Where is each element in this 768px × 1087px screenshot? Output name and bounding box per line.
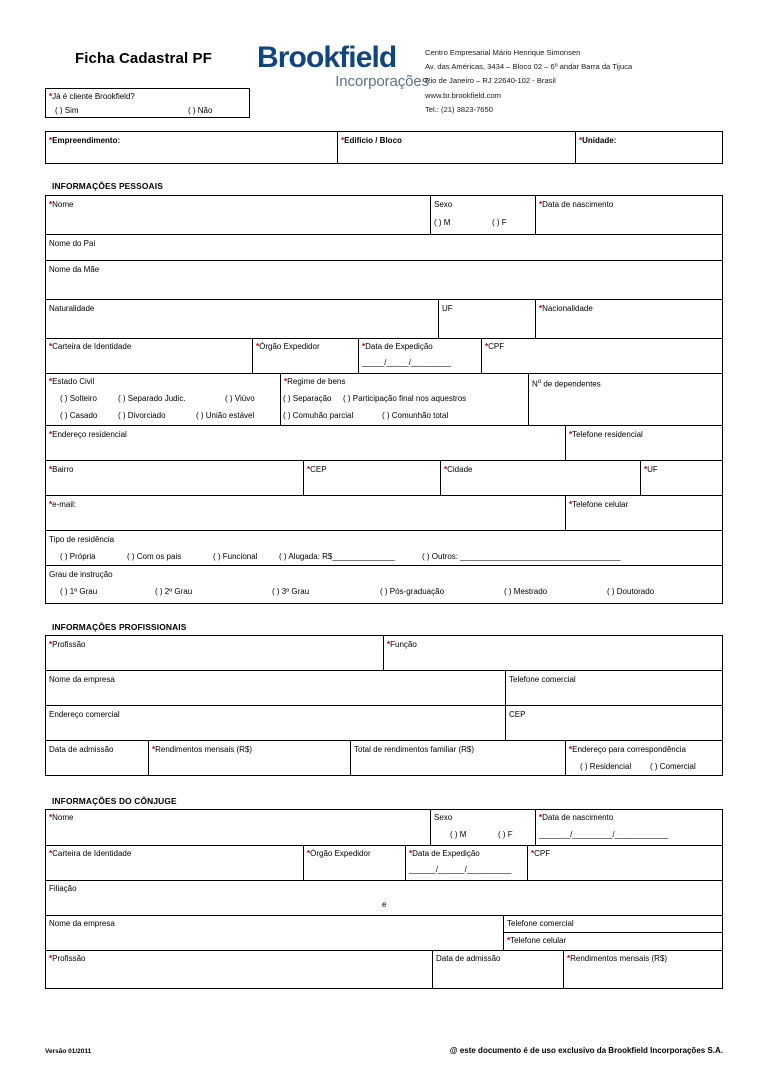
required-asterisk: *	[307, 849, 311, 858]
footer-notice: @ este documento é de uso exclusivo da Brookfield Incorporações S.A.	[449, 1046, 723, 1055]
spouse-divider-dataexp-cpf	[527, 845, 528, 880]
tipo-residencia-option-funcional[interactable]: ( ) Funcional	[213, 552, 258, 561]
personal-row-sep-2	[45, 260, 723, 261]
tipo-residencia-option-alugada[interactable]: ( ) Alugada: R$______________	[279, 552, 395, 561]
required-asterisk: *	[569, 430, 573, 439]
professional-divider-end-cep	[505, 705, 506, 740]
address-line-3: Rio de Janeiro – RJ 22640-102 - Brasil	[425, 76, 556, 86]
spouse-field-label-nome: *Nome	[49, 813, 74, 822]
required-asterisk: *	[567, 954, 571, 963]
spouse-field-label-sexo: Sexo	[434, 813, 453, 822]
property-divider-2	[575, 131, 576, 164]
required-asterisk: *	[569, 745, 573, 754]
field-label-rendimentos-mensais: *Rendimentos mensais (R$)	[152, 745, 253, 754]
spouse-field-label-profissao: *Profissão	[49, 954, 86, 963]
personal-divider-natur-uf	[438, 299, 439, 338]
grau-instrucao-option-mestrado[interactable]: ( ) Mestrado	[504, 587, 548, 596]
personal-divider-cidade-uf	[640, 460, 641, 495]
required-asterisk: *	[49, 954, 53, 963]
section-heading-spouse: INFORMAÇÕES DO CÔNJUGE	[52, 796, 177, 806]
sexo-female-option[interactable]: ( ) F	[492, 218, 507, 227]
required-asterisk: *	[387, 640, 391, 649]
tipo-residencia-option-outros[interactable]: ( ) Outros: ____________________________________	[422, 552, 621, 561]
estado-civil-option-uniao-estavel[interactable]: ( ) União estável	[196, 411, 255, 420]
field-label-grau-instrucao: Grau de instrução	[49, 570, 113, 579]
spouse-divider-adm-rend	[563, 950, 564, 989]
already-client-no-option[interactable]: ( ) Não	[188, 106, 213, 115]
grau-instrucao-option-1-grau[interactable]: ( ) 1º Grau	[60, 587, 98, 596]
estado-civil-option-casado[interactable]: ( ) Casado	[60, 411, 98, 420]
already-client-yes-option[interactable]: ( ) Sim	[55, 106, 79, 115]
required-asterisk: *	[49, 813, 53, 822]
spouse-filiacao-conjunction: e	[382, 900, 387, 909]
logo-wordmark: Brookfield	[257, 41, 397, 74]
personal-row-sep-5	[45, 373, 723, 374]
required-asterisk: *	[644, 465, 648, 474]
personal-row-sep-6	[45, 425, 723, 426]
estado-civil-option-divorciado[interactable]: ( ) Divorciado	[118, 411, 166, 420]
field-label-nome: *Nome	[49, 200, 74, 209]
personal-row-sep-8	[45, 495, 723, 496]
field-label-empreendimento: *Empreendimento:	[49, 136, 121, 145]
spouse-field-label-data-nascimento: *Data de nascimento	[539, 813, 614, 822]
spouse-field-label-telefone-comercial: Telefone comercial	[507, 919, 574, 928]
field-label-telefone-comercial: Telefone comercial	[509, 675, 576, 684]
spouse-field-label-data-expedicao: *Data de Expedição	[409, 849, 480, 858]
data-expedicao-blank[interactable]: _____/_____/_________	[362, 358, 451, 367]
estado-civil-option-viuvo[interactable]: ( ) Viúvo	[225, 394, 255, 403]
personal-divider-uf-nac	[535, 299, 536, 338]
personal-divider-end-tel	[565, 425, 566, 460]
required-asterisk: *	[49, 200, 53, 209]
professional-divider-prof-func	[383, 635, 384, 670]
required-asterisk: *	[307, 465, 311, 474]
address-line-1: Centro Empresarial Mário Henrique Simonsen	[425, 48, 581, 57]
estado-civil-option-solteiro[interactable]: ( ) Solteiro	[60, 394, 97, 403]
regime-bens-option-separacao[interactable]: ( ) Separação	[283, 394, 332, 403]
grau-instrucao-option-2-grau[interactable]: ( ) 2º Grau	[155, 587, 193, 596]
field-label-uf-naturalidade: UF	[442, 304, 453, 313]
spouse-field-label-nome-empresa: Nome da empresa	[49, 919, 115, 928]
personal-divider-regime-dep	[528, 373, 529, 425]
property-divider-1	[337, 131, 338, 164]
personal-divider-email-cel	[565, 495, 566, 530]
regime-bens-option-participacao-final[interactable]: ( ) Participação final nos aquestros	[343, 394, 467, 403]
required-asterisk: *	[284, 377, 288, 386]
spouse-divider-nome-sexo	[430, 809, 431, 845]
field-label-tipo-residencia: Tipo de residência	[49, 535, 115, 544]
field-label-endereco-correspondencia: *Endereço para correspondência	[569, 745, 686, 754]
spouse-row-sep-2	[45, 880, 723, 881]
professional-row-sep-3	[45, 740, 723, 741]
grau-instrucao-option-pos-graduacao[interactable]: ( ) Pós-graduação	[380, 587, 445, 596]
required-asterisk: *	[49, 849, 53, 858]
spouse-data-expedicao-blank[interactable]: ______/______/__________	[409, 865, 512, 874]
spouse-field-label-carteira-identidade: *Carteira de Identidade	[49, 849, 132, 858]
required-asterisk: *	[341, 136, 345, 145]
tipo-residencia-option-com-os-pais[interactable]: ( ) Com os pais	[127, 552, 182, 561]
personal-divider-bairro-cep	[303, 460, 304, 495]
spouse-field-label-telefone-celular: *Telefone celular	[507, 936, 567, 945]
field-label-sexo: Sexo	[434, 200, 453, 209]
field-label-profissao: *Profissão	[49, 640, 86, 649]
section-heading-personal: INFORMAÇÕES PESSOAIS	[52, 181, 163, 191]
personal-row-sep-1	[45, 234, 723, 235]
field-label-cep-comercial: CEP	[509, 710, 526, 719]
personal-row-sep-7	[45, 460, 723, 461]
field-label-nome-empresa: Nome da empresa	[49, 675, 115, 684]
spouse-field-label-cpf: *CPF	[531, 849, 551, 858]
field-label-telefone-celular: *Telefone celular	[569, 500, 629, 509]
personal-row-sep-10	[45, 565, 723, 566]
field-label-email: *e-mail:	[49, 500, 77, 509]
personal-row-sep-3	[45, 299, 723, 300]
required-asterisk: *	[49, 430, 53, 439]
spouse-divider-telcom-telcel	[503, 932, 723, 933]
field-label-cpf: *CPF	[485, 342, 505, 351]
required-asterisk: *	[579, 136, 583, 145]
field-label-total-rendimentos-familiar: Total de rendimentos familiar (R$)	[354, 745, 475, 754]
field-label-data-nascimento: *Data de nascimento	[539, 200, 614, 209]
required-asterisk: *	[152, 745, 156, 754]
field-label-endereco-residencial: *Endereço residencial	[49, 430, 127, 439]
professional-row-sep-2	[45, 705, 723, 706]
required-asterisk: *	[49, 640, 53, 649]
field-label-num-dependentes: $N^o$ de dependentes	[532, 379, 601, 389]
required-asterisk: *	[49, 342, 53, 351]
address-phone: Tel.: (21) 3823-7650	[425, 104, 493, 114]
footer-version: Versão 01/2011	[45, 1048, 92, 1055]
tipo-residencia-option-propria[interactable]: ( ) Própria	[60, 552, 96, 561]
field-label-edificio-bloco: *Edifício / Bloco	[341, 136, 402, 145]
spouse-divider-ci-orgao	[303, 845, 304, 880]
correspondencia-option-comercial[interactable]: ( ) Comercial	[650, 762, 696, 771]
professional-divider-total-corresp	[565, 740, 566, 776]
professional-divider-emp-tel	[505, 670, 506, 705]
already-client-question: *Já é cliente Brookfield?	[49, 92, 135, 101]
field-label-nacionalidade: *Nacionalidade	[539, 304, 593, 313]
required-asterisk: *	[485, 342, 489, 351]
required-asterisk: *	[256, 342, 260, 351]
field-label-data-expedicao: *Data de Expedição	[362, 342, 433, 351]
spouse-row-sep-3	[45, 915, 723, 916]
required-asterisk: *	[49, 136, 53, 145]
required-asterisk: *	[49, 377, 53, 386]
required-asterisk: *	[569, 500, 573, 509]
required-asterisk: *	[49, 500, 53, 509]
field-label-nome-pai: Nome do Pai	[49, 239, 96, 248]
personal-row-sep-9	[45, 530, 723, 531]
required-asterisk: *	[409, 849, 413, 858]
field-label-data-admissao: Data de admissão	[49, 745, 114, 754]
spouse-divider-sexo-nasc	[535, 809, 536, 845]
personal-divider-dataexp-cpf	[481, 338, 482, 373]
spouse-field-label-orgao-expedidor: *Órgão Expedidor	[307, 849, 371, 858]
regime-bens-option-comunhao-total[interactable]: ( ) Comunhão total	[382, 411, 449, 420]
spouse-row-sep-1	[45, 845, 723, 846]
required-asterisk: *	[49, 465, 53, 474]
spouse-divider-orgao-dataexp	[405, 845, 406, 880]
estado-civil-option-separado-judic[interactable]: ( ) Separado Judic.	[118, 394, 186, 403]
field-label-naturalidade: Naturalidade	[49, 304, 95, 313]
field-label-nome-mae: Nome da Mãe	[49, 265, 100, 274]
address-website: www.br.brookfield.com	[425, 90, 501, 100]
professional-divider-rend-total	[350, 740, 351, 776]
required-asterisk: *	[539, 200, 543, 209]
required-asterisk: *	[507, 936, 511, 945]
required-asterisk: *	[539, 304, 543, 313]
field-label-carteira-identidade: *Carteira de Identidade	[49, 342, 132, 351]
personal-divider-sexo-nasc	[535, 195, 536, 234]
field-label-orgao-expedidor: *Órgão Expedidor	[256, 342, 320, 351]
professional-row-sep-1	[45, 670, 723, 671]
address-line-2: Av. das Américas, 3434 – Bloco 02 – 6º andar Barra da Tijuca	[425, 62, 633, 72]
professional-divider-adm-rend	[148, 740, 149, 776]
personal-divider-ci-orgao	[252, 338, 253, 373]
field-label-uf-cidade: *UF	[644, 465, 658, 474]
spouse-sexo-female-option[interactable]: ( ) F	[498, 830, 513, 839]
grau-instrucao-option-doutorado[interactable]: ( ) Doutorado	[607, 587, 655, 596]
required-asterisk: *	[49, 92, 53, 101]
spouse-data-nascimento-blank[interactable]: _______/_________/____________	[539, 830, 669, 839]
personal-divider-orgao-dataexp	[358, 338, 359, 373]
personal-divider-cep-cidade	[440, 460, 441, 495]
regime-bens-option-comunhao-parcial[interactable]: ( ) Comuhão parcial	[283, 411, 354, 420]
grau-instrucao-option-3-grau[interactable]: ( ) 3º Grau	[272, 587, 310, 596]
field-label-endereco-comercial: Endereço comercial	[49, 710, 120, 719]
field-label-regime-bens: *Regime de bens	[284, 377, 346, 386]
page-title: Ficha Cadastral PF	[75, 50, 212, 67]
sexo-male-option[interactable]: ( ) M	[434, 218, 451, 227]
personal-divider-civil-regime	[280, 373, 281, 425]
field-label-cep: *CEP	[307, 465, 327, 474]
field-label-cidade: *Cidade	[444, 465, 473, 474]
field-label-funcao: *Função	[387, 640, 417, 649]
company-address	[425, 46, 725, 117]
correspondencia-option-residencial[interactable]: ( ) Residencial	[580, 762, 632, 771]
spouse-row-sep-4	[45, 950, 723, 951]
personal-row-sep-4	[45, 338, 723, 339]
spouse-sexo-male-option[interactable]: ( ) M	[450, 830, 467, 839]
spouse-field-label-data-admissao: Data de admissão	[436, 954, 501, 963]
brookfield-logo	[257, 42, 429, 96]
spouse-divider-prof-adm	[432, 950, 433, 989]
logo-tagline: Incorporações	[335, 73, 429, 90]
field-label-telefone-residencial: *Telefone residencial	[569, 430, 643, 439]
required-asterisk: *	[539, 813, 543, 822]
required-asterisk: *	[531, 849, 535, 858]
required-asterisk: *	[444, 465, 448, 474]
required-asterisk: *	[362, 342, 366, 351]
field-label-bairro: *Bairro	[49, 465, 74, 474]
field-label-unidade: *Unidade:	[579, 136, 617, 145]
spouse-field-label-rendimentos-mensais: *Rendimentos mensais (R$)	[567, 954, 668, 963]
spouse-field-label-filiacao: Filiação	[49, 884, 77, 893]
section-heading-professional: INFORMAÇÕES PROFISSIONAIS	[52, 622, 187, 632]
personal-divider-nome-sexo	[430, 195, 431, 234]
field-label-estado-civil: *Estado Civil	[49, 377, 95, 386]
